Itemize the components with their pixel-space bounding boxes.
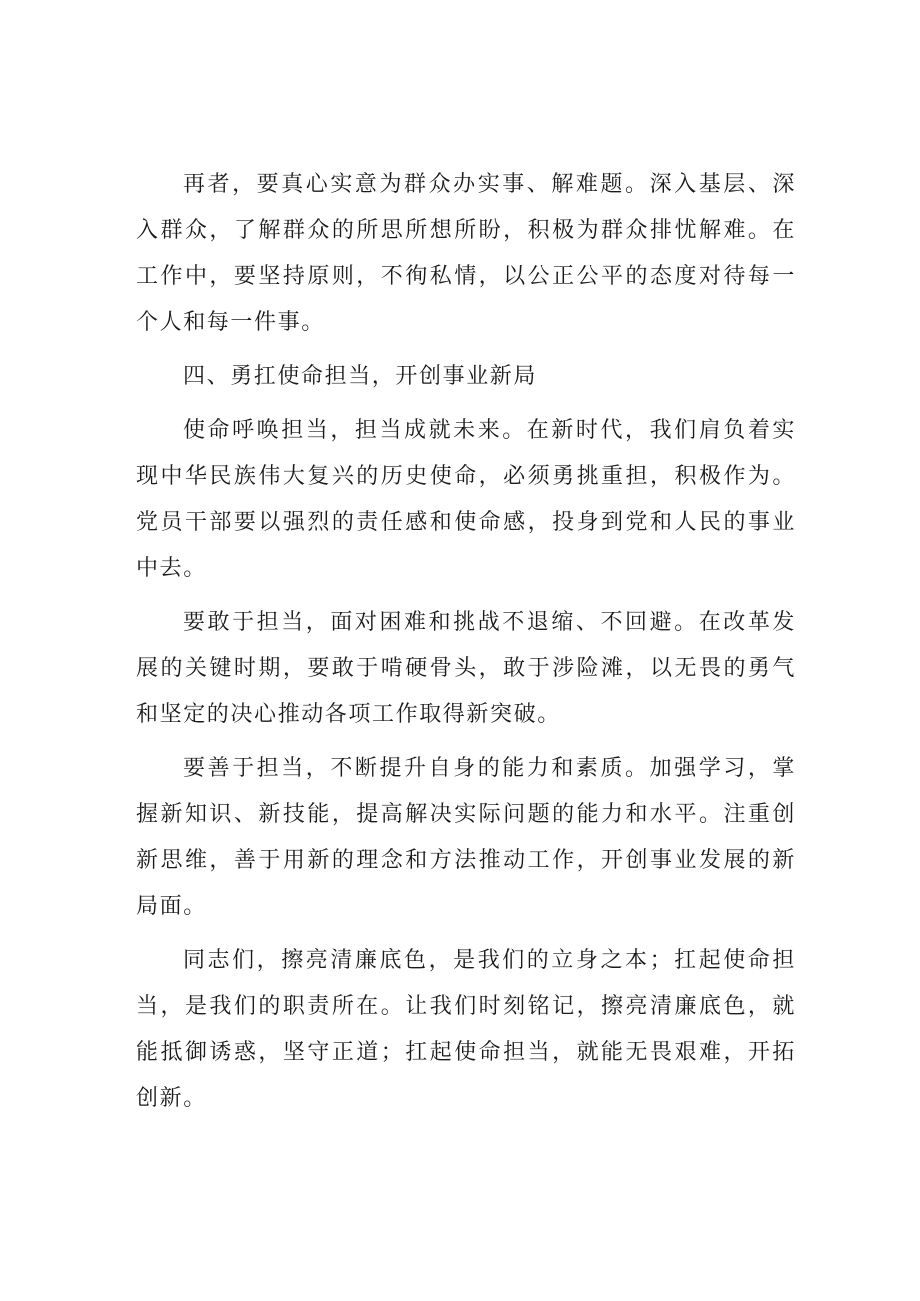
paragraph-3: 要敢于担当，面对困难和挑战不退缩、不回避。在改革发展的关键时期，要敢于啃硬骨头，敢于涉险滩，以无畏的勇气和坚定的决心推动各项工作取得新突破。 — [136, 610, 796, 727]
section-heading-4: 四、勇扛使命担当，开创事业新局 — [183, 364, 538, 389]
paragraph-1: 再者，要真心实意为群众办实事、解难题。深入基层、深入群众，了解群众的所思所想所盼，积极为群众排忧解难。在工作中，要坚持原则，不徇私情，以公正公平的态度对待每一个人和每一件事。 — [136, 172, 796, 335]
document-body — [136, 162, 796, 1130]
paragraph-2: 使命呼唤担当，担当成就未来。在新时代，我们肩负着实现中华民族伟大复兴的历史使命，必须勇挑重担，积极作为。党员干部要以强烈的责任感和使命感，投身到党和人民的事业中去。 — [136, 418, 796, 581]
paragraph-5: 同志们，擦亮清廉底色，是我们的立身之本；扛起使命担当，是我们的职责所在。让我们时刻铭记，擦亮清廉底色，就能抵御诱惑，坚守正道；扛起使命担当，就能无畏艰难，开拓创新。 — [136, 948, 796, 1111]
paragraph-4: 要善于担当，不断提升自身的能力和素质。加强学习，掌握新知识、新技能，提高解决实际问题的能力和水平。注重创新思维，善于用新的理念和方法推动工作，开创事业发展的新局面。 — [136, 756, 796, 919]
